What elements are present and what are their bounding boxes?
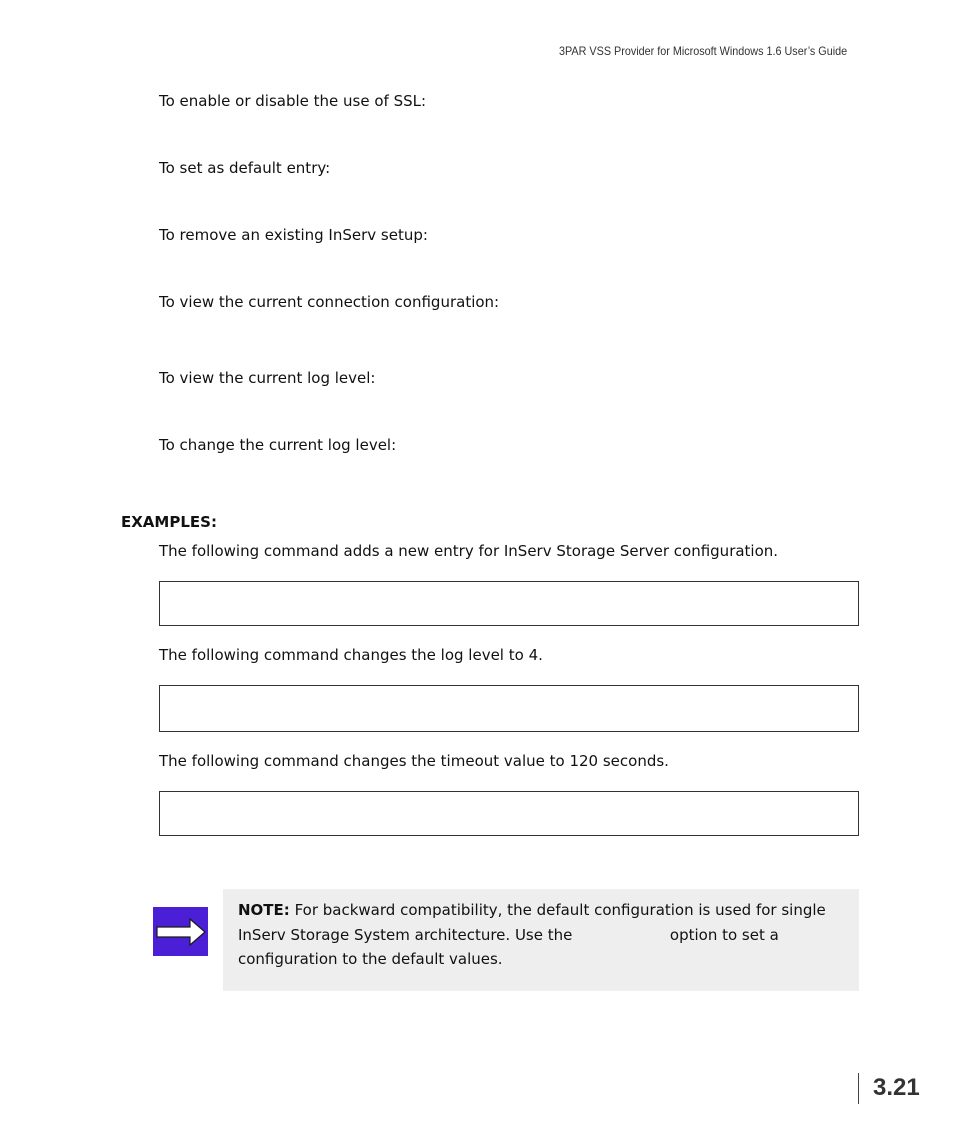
page-number: 3.21 [873,1074,920,1101]
note-line-text: InServ Storage System architecture. Use the [238,925,578,944]
code-example-box [159,791,859,836]
usage-line-view-log-level: To view the current log level: [159,369,376,387]
note-label: NOTE: [238,901,290,919]
code-example-box [159,581,859,626]
note-text [238,898,848,972]
code-example-box [159,685,859,732]
example-description: The following command changes the timeout value to 120 seconds. [159,752,669,770]
usage-line-ssl: To enable or disable the use of SSL: [159,92,427,110]
right-arrow-icon [153,907,208,956]
usage-line-remove-setup: To remove an existing InServ setup: [159,226,428,244]
usage-line-default-entry: To set as default entry: [159,159,331,177]
usage-line-view-connection: To view the current connection configuration: [159,293,500,311]
note-line: configuration to the default values. [238,950,503,968]
usage-line-change-log-level: To change the current log level: [159,436,397,454]
note-line [238,923,848,948]
note-line [238,898,848,923]
note-line-text: option to set a [665,925,779,944]
example-description: The following command changes the log level to 4. [159,646,543,664]
running-header: 3PAR VSS Provider for Microsoft Windows 1.6 User’s Guide [558,44,847,58]
note-line-text: For backward compatibility, the default configuration is used for single [289,901,826,919]
example-description: The following command adds a new entry for InServ Storage Server configuration. [159,542,779,560]
page-number-divider [858,1073,859,1104]
examples-heading: EXAMPLES: [121,513,217,531]
note-box [223,889,859,991]
